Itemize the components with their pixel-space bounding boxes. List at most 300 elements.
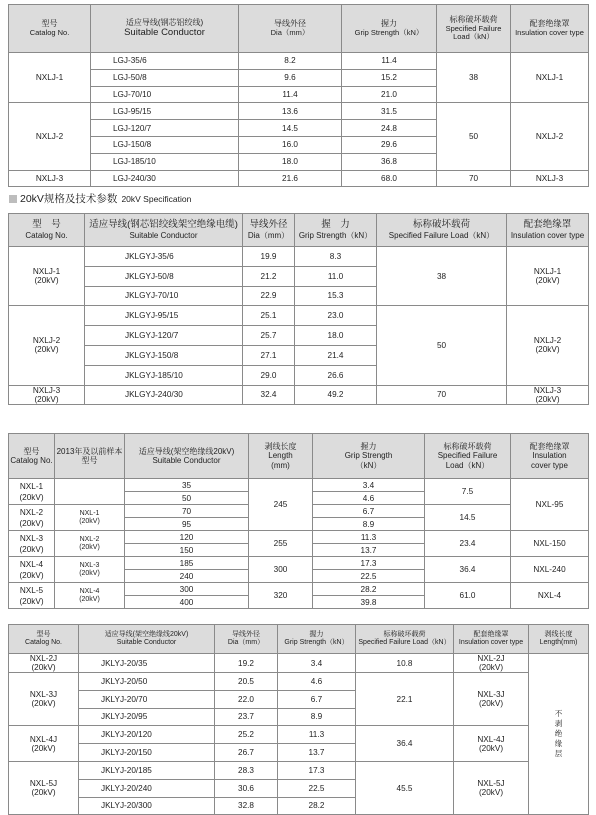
header-label-en: Catalog No. <box>29 28 70 37</box>
cover-voltage: (20kV) <box>478 699 504 709</box>
model-cell <box>9 306 85 385</box>
header-label-en2: cover type <box>531 460 568 470</box>
header-label-en: Specified Failure Load（kN） <box>388 230 495 240</box>
header-label-cn: 配套绝缘罩 <box>529 19 570 29</box>
strip-length-cell: 300 <box>249 557 313 583</box>
spec-table-4 <box>8 624 588 811</box>
column-header-4 <box>356 625 454 654</box>
model-voltage: (20kV) <box>31 663 56 672</box>
header-label-cn: 2013年及以前样本 <box>56 446 123 456</box>
strip-length-char: 剥 <box>554 719 563 729</box>
header-label-cn: 握力 <box>360 442 377 452</box>
grip-strength-cell: 21.4 <box>295 345 377 365</box>
model-name: NXL-2 <box>19 507 44 517</box>
table-row <box>9 479 589 492</box>
conductor-cell: JKLGYJ-185/10 <box>85 365 243 385</box>
model-cell <box>9 103 91 170</box>
diameter-cell: 14.5 <box>239 120 342 137</box>
conductor-cell: LGJ-35/6 <box>91 53 239 70</box>
conductor-size-cell: 70 <box>125 505 249 518</box>
column-header-2 <box>215 625 278 654</box>
model-voltage: (20kV) <box>31 743 56 753</box>
table-row <box>9 726 589 744</box>
column-header-6 <box>529 625 589 654</box>
header-label-en: Catalog No. <box>25 639 62 646</box>
header-label-cn: 导线外径 <box>232 630 260 638</box>
header-label-cn: 适应导线(架空绝缘线20kV) <box>104 630 189 638</box>
cover-type-cell <box>454 673 529 726</box>
cover-type-cell <box>507 247 589 306</box>
cover-type-cell: NXL-240 <box>511 557 589 583</box>
diameter-cell: 20.5 <box>215 673 278 691</box>
cover-type-cell <box>511 53 589 103</box>
header-label-en: Specified Failure Load（kN） <box>358 639 451 646</box>
grip-strength-cell: 13.7 <box>278 744 356 762</box>
failure-load-cell: 45.5 <box>356 761 454 814</box>
column-header-2 <box>243 214 295 247</box>
table-row <box>9 761 589 779</box>
diameter-cell: 8.2 <box>239 53 342 70</box>
model-name: NXLJ-1 <box>35 73 64 83</box>
header-label-en2: Load（kN） <box>445 460 490 470</box>
header-label-en: Specified Failure <box>437 451 498 461</box>
model-name: NXL-5J <box>29 779 58 789</box>
diameter-cell: 21.2 <box>243 266 295 286</box>
grip-strength-cell: 15.3 <box>295 286 377 306</box>
cover-type-cell <box>507 306 589 385</box>
old-model-voltage: (20kV) <box>79 543 100 551</box>
table-row <box>9 385 589 405</box>
model-voltage: (20kV) <box>19 544 44 554</box>
cover-name: NXLJ-2 <box>535 131 564 141</box>
header-label-en: Length(mm) <box>539 639 578 646</box>
failure-load-cell: 61.0 <box>425 583 511 609</box>
conductor-cell: JKLYJ-20/50 <box>79 673 215 691</box>
diameter-cell: 21.6 <box>239 170 342 187</box>
header-label-cn: 适应导线(钢芯铝绞线) <box>125 18 204 28</box>
conductor-cell: LGJ-70/10 <box>91 86 239 103</box>
table-row <box>9 247 589 267</box>
model-voltage: (20kV) <box>34 345 59 355</box>
grip-strength-cell: 8.9 <box>278 708 356 726</box>
header-label-cn: 标称破坏载荷 <box>383 630 426 638</box>
cover-name: NXL-2J <box>477 654 505 663</box>
grip-strength-cell: 4.6 <box>313 492 425 505</box>
strip-length-cell: 255 <box>249 531 313 557</box>
spec-table-3 <box>8 433 588 610</box>
spec-table-2 <box>8 213 588 422</box>
conductor-size-cell: 185 <box>125 557 249 570</box>
conductor-cell: LGJ-185/10 <box>91 153 239 170</box>
conductor-cell: JKLGYJ-50/8 <box>85 266 243 286</box>
section-title-cn: 20kV规格及技术参数 <box>20 193 118 205</box>
failure-load-cell: 70 <box>437 170 511 187</box>
table-header-row <box>9 214 589 247</box>
cover-name: NXL-3J <box>477 690 505 700</box>
model-name: NXL-3 <box>19 533 44 543</box>
cover-type-cell: NXL-4 <box>511 583 589 609</box>
failure-load-cell: 50 <box>437 103 511 170</box>
cover-name: NXLJ-1 <box>535 73 564 83</box>
grip-strength-cell: 4.6 <box>278 673 356 691</box>
grip-strength-cell: 6.7 <box>313 505 425 518</box>
diameter-cell: 25.2 <box>215 726 278 744</box>
diameter-cell: 32.8 <box>215 797 278 815</box>
header-label-en: Catalog No. <box>10 456 53 465</box>
header-label-en2: （kN） <box>355 460 382 470</box>
conductor-cell: JKLYJ-20/300 <box>79 797 215 815</box>
header-label-cn: 配套绝缘罩 <box>523 218 572 230</box>
diameter-cell: 25.7 <box>243 326 295 346</box>
cover-voltage: (20kV) <box>535 394 560 404</box>
cover-voltage: (20kV) <box>478 788 504 798</box>
header-label-cn: 配套绝缘罩 <box>473 630 509 638</box>
model-voltage: (20kV) <box>19 492 44 502</box>
column-header-4 <box>437 5 511 53</box>
conductor-size-cell: 400 <box>125 596 249 609</box>
header-label-cn: 标称破坏载荷 <box>449 15 498 25</box>
table-row <box>9 557 589 570</box>
column-header-3 <box>295 214 377 247</box>
column-header-3 <box>249 434 313 479</box>
diameter-cell: 23.7 <box>215 708 278 726</box>
conductor-size-cell: 150 <box>125 544 249 557</box>
header-label-en: Suitable Conductor <box>152 456 221 465</box>
conductor-size-cell: 50 <box>125 492 249 505</box>
model-cell <box>9 726 79 762</box>
cover-name: NXLJ-1 <box>533 267 562 277</box>
column-header-1 <box>55 434 125 479</box>
cover-type-cell <box>454 654 529 673</box>
conductor-cell: LGJ-50/8 <box>91 69 239 86</box>
diameter-cell: 29.0 <box>243 365 295 385</box>
strip-length-char: 不 <box>554 709 563 719</box>
grip-strength-cell: 3.4 <box>313 479 425 492</box>
old-model-name: NXL-2 <box>79 535 100 543</box>
grip-strength-cell: 31.5 <box>342 103 437 120</box>
header-label-cn: 握力 <box>309 630 324 638</box>
strip-length-char: 缘 <box>554 739 563 749</box>
column-header-0 <box>9 5 91 53</box>
model-cell <box>9 531 55 557</box>
model-voltage: (20kV) <box>34 276 59 286</box>
table-header-row <box>9 434 589 479</box>
old-model-name: NXL-1 <box>79 509 100 517</box>
column-header-5 <box>425 434 511 479</box>
table-row <box>9 673 589 691</box>
conductor-cell: JKLGYJ-35/6 <box>85 247 243 267</box>
section-title-20kv <box>9 190 191 208</box>
diameter-cell: 18.0 <box>239 153 342 170</box>
table-row <box>9 103 589 120</box>
header-label-cn: 适应导线(钢芯铝绞线架空绝缘电缆) <box>89 218 238 230</box>
conductor-cell: JKLGYJ-70/10 <box>85 286 243 306</box>
column-header-5 <box>507 214 589 247</box>
cover-voltage: (20kV) <box>535 345 560 355</box>
grip-strength-cell: 26.6 <box>295 365 377 385</box>
failure-load-cell: 38 <box>377 247 507 306</box>
conductor-cell: JKLGYJ-95/15 <box>85 306 243 326</box>
header-label-en: Grip Strength <box>344 451 393 461</box>
model-voltage: (20kV) <box>19 518 44 528</box>
conductor-cell: LGJ-120/7 <box>91 120 239 137</box>
table-row <box>9 583 589 596</box>
model-name: NXL-4J <box>29 734 58 744</box>
conductor-size-cell: 95 <box>125 518 249 531</box>
grip-strength-cell: 23.0 <box>295 306 377 326</box>
model-cell <box>9 557 55 583</box>
old-model-cell <box>55 505 125 531</box>
grip-strength-cell: 28.2 <box>278 797 356 815</box>
model-name: NXL-2J <box>29 654 58 663</box>
old-model-name: NXL-3 <box>79 561 100 569</box>
grip-strength-cell: 11.3 <box>313 531 425 544</box>
header-label-cn: 握 力 <box>321 218 350 230</box>
model-name: NXLJ-3 <box>32 385 61 395</box>
failure-load-cell: 38 <box>437 53 511 103</box>
conductor-cell: JKLYJ-20/95 <box>79 708 215 726</box>
grip-strength-cell: 28.2 <box>313 583 425 596</box>
failure-load-cell: 10.8 <box>356 654 454 673</box>
header-label-en: 型号 <box>81 456 98 465</box>
strip-length-cell: 245 <box>249 479 313 531</box>
header-label-cn: 型 号 <box>32 218 61 230</box>
old-model-voltage: (20kV) <box>79 595 100 603</box>
conductor-cell: LGJ-240/30 <box>91 170 239 187</box>
model-cell <box>9 583 55 609</box>
header-label-en: Length <box>268 451 293 461</box>
diameter-cell: 19.2 <box>215 654 278 673</box>
conductor-cell: LGJ-150/8 <box>91 136 239 153</box>
strip-length-char: 层 <box>554 749 563 759</box>
header-label-cn: 剥线长度 <box>544 630 573 638</box>
model-name: NXLJ-1 <box>32 267 61 277</box>
model-cell <box>9 385 85 405</box>
model-name: NXLJ-2 <box>32 336 61 346</box>
header-label-en: Specified Failure Load（kN） <box>445 23 502 42</box>
failure-load-cell: 36.4 <box>356 726 454 762</box>
grip-strength-cell: 13.7 <box>313 544 425 557</box>
cover-name: NXL-5J <box>477 779 505 789</box>
header-label-en2: (mm) <box>271 460 290 470</box>
cover-name: NXLJ-3 <box>533 385 562 395</box>
model-cell <box>9 479 55 505</box>
old-model-cell <box>55 583 125 609</box>
header-label-cn: 型号 <box>23 446 40 456</box>
column-header-4 <box>313 434 425 479</box>
grip-strength-cell: 3.4 <box>278 654 356 673</box>
diameter-cell: 19.9 <box>243 247 295 267</box>
conductor-size-cell: 35 <box>125 479 249 492</box>
header-label-cn: 剥线长度 <box>264 442 297 452</box>
grip-strength-cell: 22.5 <box>278 779 356 797</box>
header-label-en: Grip Strength（kN） <box>298 230 373 240</box>
section-title-en: 20kV Specification <box>121 194 192 204</box>
column-header-5 <box>454 625 529 654</box>
strip-length-char: 绝 <box>554 729 563 739</box>
cover-voltage: (20kV) <box>535 276 560 286</box>
grip-strength-cell: 8.9 <box>313 518 425 531</box>
grip-strength-cell: 11.0 <box>295 266 377 286</box>
header-label-en: Dia（mm） <box>247 230 290 240</box>
grip-strength-cell: 18.0 <box>295 326 377 346</box>
cover-voltage: (20kV) <box>478 663 504 672</box>
column-header-1 <box>91 5 239 53</box>
old-model-voltage: (20kV) <box>79 569 100 577</box>
conductor-cell: JKLYJ-20/35 <box>79 654 215 673</box>
model-cell <box>9 170 91 187</box>
cover-type-cell <box>511 103 589 170</box>
diameter-cell: 22.0 <box>215 690 278 708</box>
failure-load-cell: 23.4 <box>425 531 511 557</box>
diameter-cell: 9.6 <box>239 69 342 86</box>
old-model-voltage: (20kV) <box>79 517 100 525</box>
header-label-cn: 标称破坏载荷 <box>443 442 492 452</box>
table-row <box>9 306 589 326</box>
grip-strength-cell: 68.0 <box>342 170 437 187</box>
column-header-4 <box>377 214 507 247</box>
grip-strength-cell: 11.4 <box>342 53 437 70</box>
conductor-size-cell: 300 <box>125 583 249 596</box>
model-voltage: (20kV) <box>31 788 56 798</box>
grip-strength-cell: 15.2 <box>342 69 437 86</box>
header-label-cn: 导线外径 <box>249 218 288 230</box>
header-label-en: Insulation <box>532 451 567 461</box>
model-voltage: (20kV) <box>34 394 59 404</box>
old-model-cell <box>55 531 125 557</box>
model-cell <box>9 247 85 306</box>
header-label-en: Grip Strength（kN） <box>284 639 349 646</box>
failure-load-cell: 22.1 <box>356 673 454 726</box>
failure-load-cell: 50 <box>377 306 507 385</box>
cover-type-cell <box>507 385 589 405</box>
column-header-0 <box>9 434 55 479</box>
conductor-cell: JKLYJ-20/240 <box>79 779 215 797</box>
model-cell <box>9 673 79 726</box>
header-label-cn: 适应导线(架空绝缘线20kV) <box>138 446 235 456</box>
model-name: NXL-4 <box>19 559 44 569</box>
conductor-cell: LGJ-95/15 <box>91 103 239 120</box>
table-header-row <box>9 625 589 654</box>
header-label-en: Insulation cover type <box>458 639 524 646</box>
model-voltage: (20kV) <box>19 596 44 606</box>
spec-table-1 <box>8 4 588 187</box>
model-name: NXL-1 <box>19 481 44 491</box>
table-row <box>9 170 589 187</box>
conductor-cell: JKLGYJ-120/7 <box>85 326 243 346</box>
cover-type-cell: NXL-95 <box>511 479 589 531</box>
model-name: NXL-5 <box>19 585 44 595</box>
diameter-cell: 13.6 <box>239 103 342 120</box>
grip-strength-cell: 29.6 <box>342 136 437 153</box>
grip-strength-cell: 39.8 <box>313 596 425 609</box>
diameter-cell: 30.6 <box>215 779 278 797</box>
conductor-cell: JKLYJ-20/150 <box>79 744 215 762</box>
column-header-2 <box>125 434 249 479</box>
strip-length-cell <box>529 654 589 815</box>
model-cell <box>9 505 55 531</box>
conductor-size-cell: 120 <box>125 531 249 544</box>
column-header-5 <box>511 5 589 53</box>
column-header-1 <box>85 214 243 247</box>
header-label-en: Dia（mm） <box>270 28 310 37</box>
header-label-cn: 导线外径 <box>274 19 306 29</box>
header-label-en: Dia（mm） <box>227 639 265 646</box>
failure-load-cell: 70 <box>377 385 507 405</box>
header-label-cn: 型号 <box>36 630 51 638</box>
failure-load-cell: 36.4 <box>425 557 511 583</box>
cover-type-cell: NXL-150 <box>511 531 589 557</box>
grip-strength-cell: 49.2 <box>295 385 377 405</box>
grip-strength-cell: 11.3 <box>278 726 356 744</box>
grip-strength-cell: 21.0 <box>342 86 437 103</box>
diameter-cell: 25.1 <box>243 306 295 326</box>
model-name: NXL-3J <box>29 690 58 700</box>
failure-load-cell: 14.5 <box>425 505 511 531</box>
header-label-cn: 标称破坏载荷 <box>412 218 470 230</box>
cover-name: NXLJ-3 <box>535 173 564 183</box>
table-row <box>9 53 589 70</box>
model-voltage: (20kV) <box>19 570 44 580</box>
failure-load-cell: 7.5 <box>425 479 511 505</box>
conductor-cell: JKLYJ-20/185 <box>79 761 215 779</box>
table-row <box>9 654 589 673</box>
old-model-cell <box>55 557 125 583</box>
old-model-cell <box>55 479 125 505</box>
model-name: NXLJ-3 <box>35 173 64 183</box>
table-header-row <box>9 5 589 53</box>
diameter-cell: 11.4 <box>239 86 342 103</box>
column-header-2 <box>239 5 342 53</box>
conductor-cell: JKLGYJ-240/30 <box>85 385 243 405</box>
header-label-en: Suitable Conductor <box>116 639 177 646</box>
grip-strength-cell: 8.3 <box>295 247 377 267</box>
diameter-cell: 22.9 <box>243 286 295 306</box>
header-label-en: Suitable Conductor <box>129 230 198 240</box>
cover-name: NXLJ-2 <box>533 336 562 346</box>
model-cell <box>9 654 79 673</box>
header-label-en: Insulation cover type <box>510 230 585 240</box>
diameter-cell: 26.7 <box>215 744 278 762</box>
conductor-size-cell: 240 <box>125 570 249 583</box>
conductor-cell: JKLYJ-20/70 <box>79 690 215 708</box>
grip-strength-cell: 17.3 <box>313 557 425 570</box>
header-label-en: Insulation cover type <box>515 28 584 37</box>
grip-strength-cell: 22.5 <box>313 570 425 583</box>
conductor-cell: JKLYJ-20/120 <box>79 726 215 744</box>
cover-type-cell <box>511 170 589 187</box>
column-header-3 <box>278 625 356 654</box>
grip-strength-cell: 17.3 <box>278 761 356 779</box>
header-label-cn: 配套绝缘罩 <box>529 442 570 452</box>
header-label-en: Grip Strength（kN） <box>354 28 424 37</box>
square-bullet-icon <box>9 195 17 203</box>
header-label-cn: 握力 <box>381 19 397 29</box>
model-cell <box>9 53 91 103</box>
conductor-cell: JKLGYJ-150/8 <box>85 345 243 365</box>
header-label-en: Catalog No. <box>25 230 68 240</box>
grip-strength-cell: 24.8 <box>342 120 437 137</box>
header-label-en: Suitable Conductor <box>124 26 205 38</box>
cover-name: NXL-4J <box>477 734 505 744</box>
old-model-name: NXL-4 <box>79 587 100 595</box>
header-label-cn: 型号 <box>41 19 58 29</box>
diameter-cell: 28.3 <box>215 761 278 779</box>
diameter-cell: 32.4 <box>243 385 295 405</box>
strip-length-cell: 320 <box>249 583 313 609</box>
diameter-cell: 27.1 <box>243 345 295 365</box>
table-row <box>9 531 589 544</box>
